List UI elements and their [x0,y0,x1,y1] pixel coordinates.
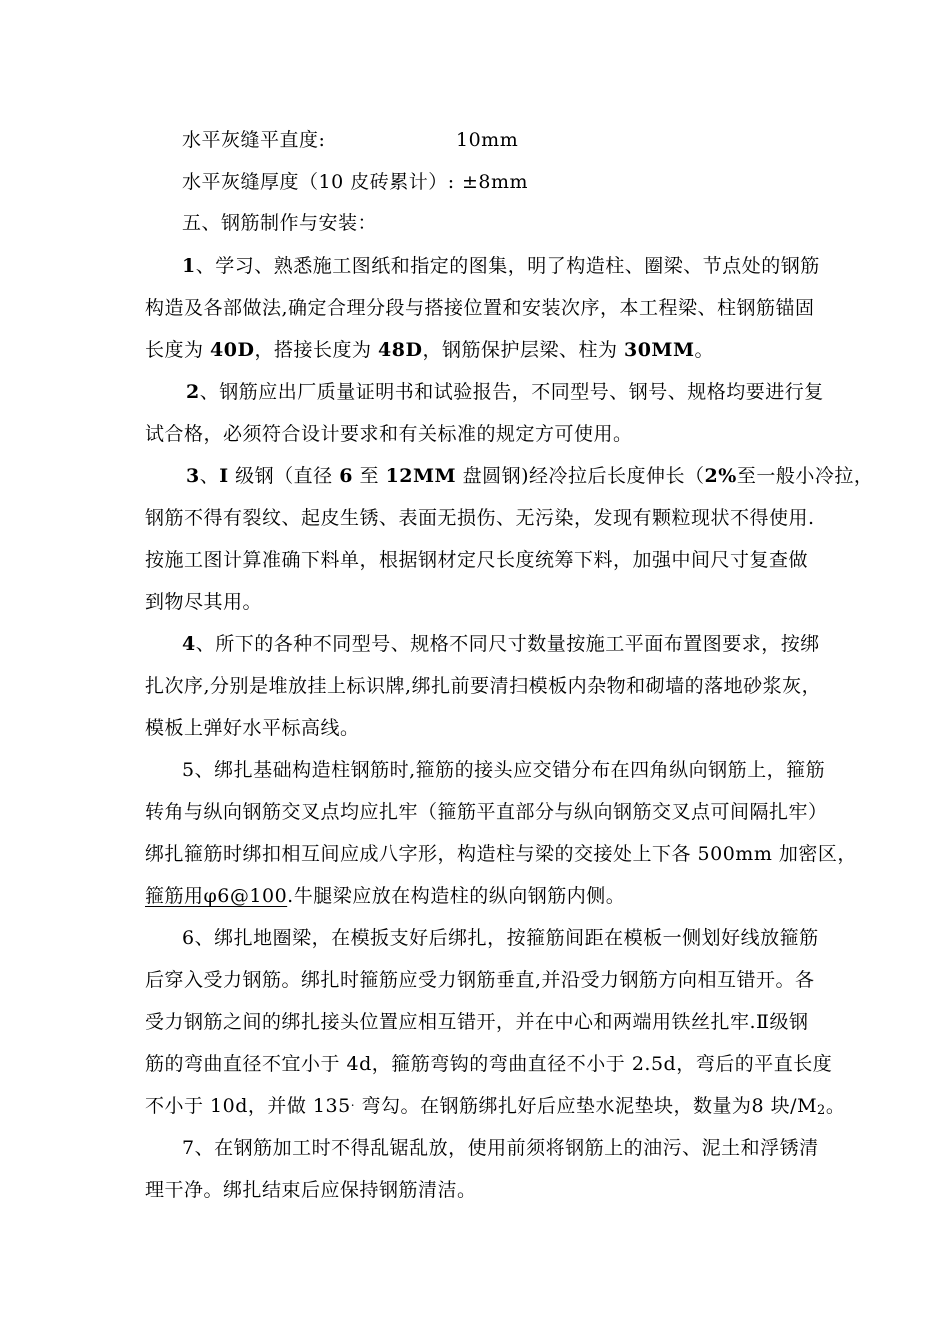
p3-text: 至 [352,465,386,487]
p3-line-2: 钢筋不得有裂纹、起皮生锈、表面无损伤、无污染，发现有颗粒现状不得使用. [145,507,815,529]
p6-degree-mark: . [350,1095,356,1109]
p1-text: ，搭接长度为 [254,339,379,361]
p1-text: ，钢筋保护层梁、柱为 [422,339,624,361]
p6-line-5 [145,1094,845,1121]
p4-line-3: 模板上弹好水平标高线。 [145,717,360,739]
p3-line-3: 按施工图计算准确下料单，根据钢材定尺长度统筹下料，加强中间尺寸复查做 [145,549,809,571]
p1-line-1-text: 、学习、熟悉施工图纸和指定的图集，明了构造柱、圈梁、节点处的钢筋 [195,255,820,277]
p5-text: .牛腿梁应放在构造柱的纵向钢筋内侧。 [287,885,626,907]
p4-line-1 [182,632,820,656]
p2-line-2: 试合格，必须符合设计要求和有关标准的规定方可使用。 [145,423,633,445]
p6-text: 不小于 10d，并做 135 [145,1095,351,1117]
p3-line-4: 到物尽其用。 [145,591,263,613]
p3-text: 至一般小冷拉， [736,465,874,487]
p1-line-3 [145,338,714,362]
p1-cover: 30MM [623,339,695,361]
p6-text: 弯勾。在钢筋绑扎好后应垫水泥垫块，数量为8 块/M [355,1095,818,1117]
p4-number: 4 [182,633,196,655]
p6-line-2: 后穿入受力钢筋。绑扎时箍筋应受力钢筋垂直,并沿受力钢筋方向相互错开。各 [145,969,815,991]
p7-line-1: 7、在钢筋加工时不得乱锯乱放，使用前须将钢筋上的油污、泥土和浮锈清 [182,1137,819,1159]
p3-diameter-max: 12MM [385,465,457,487]
p1-line-1 [182,254,820,278]
p6-exponent: 2 [817,1103,826,1118]
p6-text: 。 [825,1095,846,1117]
spec-row-1-value: 10mm [456,129,519,151]
p3-text: 、 [199,465,220,487]
p2-line-1-text: 、钢筋应出厂质量证明书和试验报告，不同型号、钢号、规格均要进行复 [199,381,824,403]
p3-percent: 2% [704,465,737,487]
p4-line-1-text: 、所下的各种不同型号、规格不同尺寸数量按施工平面布置图要求，按绑 [195,633,820,655]
p3-text: 盘圆钢 [456,465,522,487]
p7-line-2: 理干净。绑扎结束后应保持钢筋清洁。 [145,1179,477,1201]
p6-line-3: 受力钢筋之间的绑扎接头位置应相互错开，并在中心和两端用铁丝扎牢.Ⅱ级钢 [145,1011,809,1033]
p1-lap-length: 48D [378,339,423,361]
p3-number: 3 [186,465,200,487]
p5-line-3: 绑扎箍筋时绑扣相互间应成八字形，构造柱与梁的交接处上下各 500mm 加密区， [145,843,857,865]
p5-line-4 [145,884,625,908]
spec-row-2-label: 水平灰缝厚度（10 皮砖累计）: [182,171,455,193]
p1-line-2: 构造及各部做法,确定合理分段与搭接位置和安装次序，本工程梁、柱钢筋锚固 [145,297,815,319]
p1-text: 长度为 [145,339,211,361]
p5-line-2: 转角与纵向钢筋交叉点均应扎牢（箍筋平直部分与纵向钢筋交叉点可间隔扎牢） [145,801,828,823]
p2-line-1 [186,380,824,404]
p1-anchor-length: 40D [210,339,255,361]
p3-text: 级钢（直径 [228,465,340,487]
p3-diameter-min: 6 [339,465,353,487]
p3-line-1 [186,464,873,488]
p5-line-1: 5、绑扎基础构造柱钢筋时,箍筋的接头应交错分布在四角纵向钢筋上，箍筋 [182,759,826,781]
p3-grade: I [219,465,229,487]
p6-line-1: 6、绑扎地圈梁，在模扳支好后绑扎，按箍筋间距在模板一侧划好线放箍筋 [182,927,819,949]
section-heading: 五、钢筋制作与安装： [182,212,378,234]
p2-number: 2 [186,381,200,403]
p1-text: 。 [694,339,715,361]
p4-line-2: 扎次序,分别是堆放挂上标识牌,绑扎前要清扫模板内杂物和砌墙的落地砂浆灰， [145,675,822,697]
spec-row-2-value: ±8mm [462,171,529,193]
p1-number: 1 [182,255,196,277]
spec-row-1-label: 水平灰缝平直度: [182,129,326,151]
p3-text: )经冷拉后长度伸长（ [521,465,705,487]
p5-stirrup-spec: 箍筋用φ6@100 [145,885,288,907]
p6-line-4: 筋的弯曲直径不宜小于 4d，箍筋弯钩的弯曲直径不小于 2.5d，弯后的平直长度 [145,1053,833,1075]
